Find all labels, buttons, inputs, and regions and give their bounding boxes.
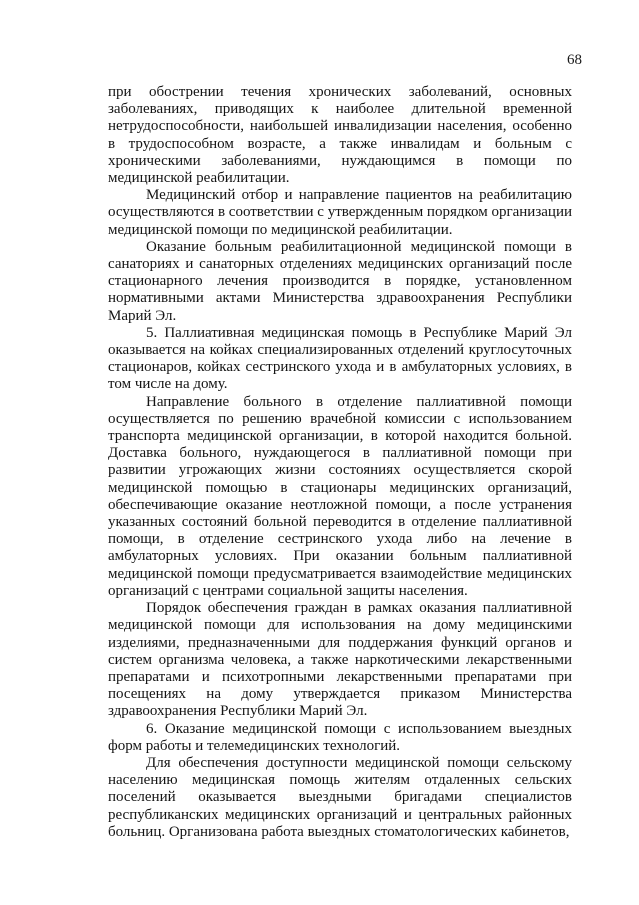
page-number: 68 <box>567 52 582 68</box>
paragraph-outreach-heading: 6. Оказание медицинской помощи с использованием выездных форм работы и телемедицинских технологий. <box>108 720 572 754</box>
paragraph-palliative-referral: Направление больного в отделение паллиативной помощи осуществляется по решению врачебной комиссии с использованием транспорта медицинской организации, в которой находится больной. Доставка больного, нуждающегося в паллиативной помощи при развитии угрожающих жизни состояниях осуществляется скорой медицинской помощью в стационары медицинских организаций, обеспечивающие оказание неотложной помощи, а после устранения указанных состояний больной переводится в отделение паллиативной помощи, в отделение сестринского ухода либо на лечение в амбулаторных условиях. При оказании больным паллиативной медицинской помощи предусматривается взаимодействие медицинских организаций с центрами социальной защиты населения. <box>108 393 572 599</box>
paragraph-home-provision: Порядок обеспечения граждан в рамках оказания паллиативной медицинской помощи для использования на дому медицинскими изделиями, предназначенными для поддержания функций органов и систем организма человека, а также наркотическими лекарственными препаратами и психотропными лекарственными препаратами при посещениях на дому утверждается приказом Министерства здравоохранения Республики Марий Эл. <box>108 600 572 720</box>
paragraph-palliative-care-heading: 5. Паллиативная медицинская помощь в Республике Марий Эл оказывается на койках специализированных отделений круглосуточных стационаров, койках сестринского ухода и в амбулаторных условиях, в том числе на дому. <box>108 324 572 393</box>
paragraph-rural-access: Для обеспечения доступности медицинской помощи сельскому населению медицинская помощь жителям отдаленных сельских поселений оказывается выездными бригадами специалистов республиканских медицинских организаций и центральных районных больниц. Организована работа выездных стоматологических кабинетов, <box>108 754 572 840</box>
paragraph-sanatorium-care: Оказание больным реабилитационной медицинской помощи в санаториях и санаторных отделениях медицинских организаций после стационарного лечения производится в порядке, установленном нормативными актами Министерства здравоохранения Республики Марий Эл. <box>108 238 572 324</box>
paragraph-medical-selection: Медицинский отбор и направление пациентов на реабилитацию осуществляются в соответствии с утвержденным порядком организации медицинской помощи по медицинской реабилитации. <box>108 187 573 238</box>
document-body <box>108 84 572 841</box>
paragraph-rehabilitation-indications: при обострении течения хронических заболеваний, основных заболеваниях, приводящих к наиболее длительной временной нетрудоспособности, наибольшей инвалидизации населения, особенно в трудоспособном возрасте, а также инвалидам и больным с хроническими заболеваниями, нуждающимся в помощи по медицинской реабилитации. <box>108 84 572 187</box>
